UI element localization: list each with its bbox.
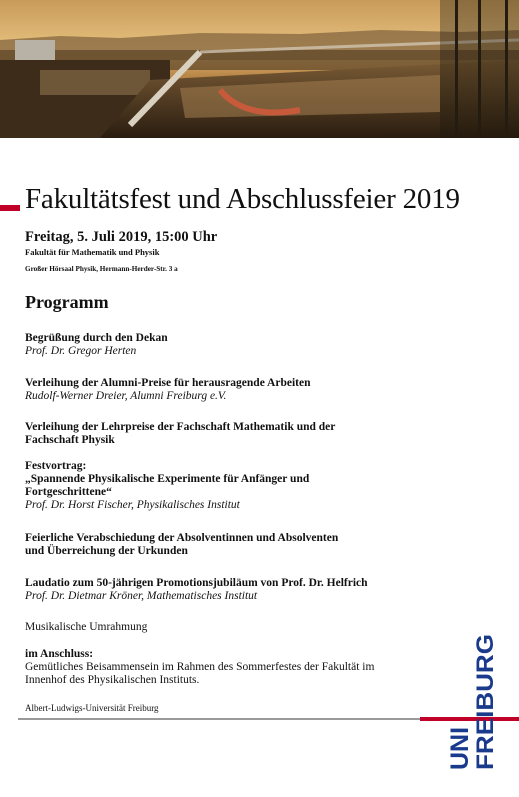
program-item-title: Verleihung der Alumni-Preise für herausragende Arbeiten: [25, 377, 311, 389]
program-item-title: Festvortrag:: [25, 460, 87, 472]
program-item: [25, 460, 425, 512]
program-item-title: Musikalische Umrahmung: [25, 621, 148, 633]
program-item-speaker: Prof. Dr. Dietmar Kröner, Mathematisches Institut: [25, 590, 258, 602]
program-item-title: Verleihung der Lehrpreise der Fachschaft Mathematik und der: [25, 421, 336, 433]
program-item-speaker: Prof. Dr. Horst Fischer, Physikalisches Institut: [25, 499, 240, 511]
program-item-title: im Anschluss:: [25, 648, 94, 660]
program-item: [25, 648, 425, 687]
event-title: Fakultätsfest und Abschlussfeier 2019: [25, 183, 460, 215]
program-item-title: Fachschaft Physik: [25, 434, 115, 446]
program-item-title: Feierliche Verabschiedung der Absolventinnen und Absolventen: [25, 532, 339, 544]
logo-freiburg-text: FREIBURG: [472, 644, 499, 770]
event-location: Großer Hörsaal Physik, Hermann-Herder-Str. 3 a: [25, 265, 178, 273]
program-item: [25, 421, 425, 447]
program-item: [25, 577, 425, 603]
footer-rule: [18, 718, 420, 720]
talk-title: Fortgeschrittene“: [25, 486, 112, 498]
event-date-time: Freitag, 5. Juli 2019, 15:00 Uhr: [25, 229, 218, 245]
title-accent-bar: [0, 205, 20, 211]
program-item-description: Innenhof des Physikalischen Instituts.: [25, 674, 200, 686]
program-item-title: und Überreichung der Urkunden: [25, 545, 188, 557]
logo-uni-text: UNI: [446, 726, 474, 770]
program-item-title: Laudatio zum 50-jährigen Promotionsjubiläum von Prof. Dr. Helfrich: [25, 577, 368, 589]
header-photo: [0, 0, 519, 138]
program-item-description: Gemütliches Beisammensein im Rahmen des Sommerfestes der Fakultät im: [25, 661, 375, 673]
program-item: [25, 532, 425, 558]
program-item: [25, 621, 425, 634]
talk-title: „Spannende Physikalische Experimente für Anfänger und: [25, 473, 310, 485]
uni-freiburg-logo: [443, 632, 499, 772]
program-item-speaker: Rudolf-Werner Dreier, Alumni Freiburg e.V.: [25, 390, 227, 402]
program-item-speaker: Prof. Dr. Gregor Herten: [25, 345, 137, 357]
program-item: [25, 377, 425, 403]
program-heading: Programm: [25, 292, 109, 312]
program-item-title: Begrüßung durch den Dekan: [25, 332, 168, 344]
event-faculty: Fakultät für Mathematik und Physik: [25, 247, 160, 257]
program-item: [25, 332, 425, 358]
university-name: Albert-Ludwigs-Universität Freiburg: [25, 703, 159, 713]
